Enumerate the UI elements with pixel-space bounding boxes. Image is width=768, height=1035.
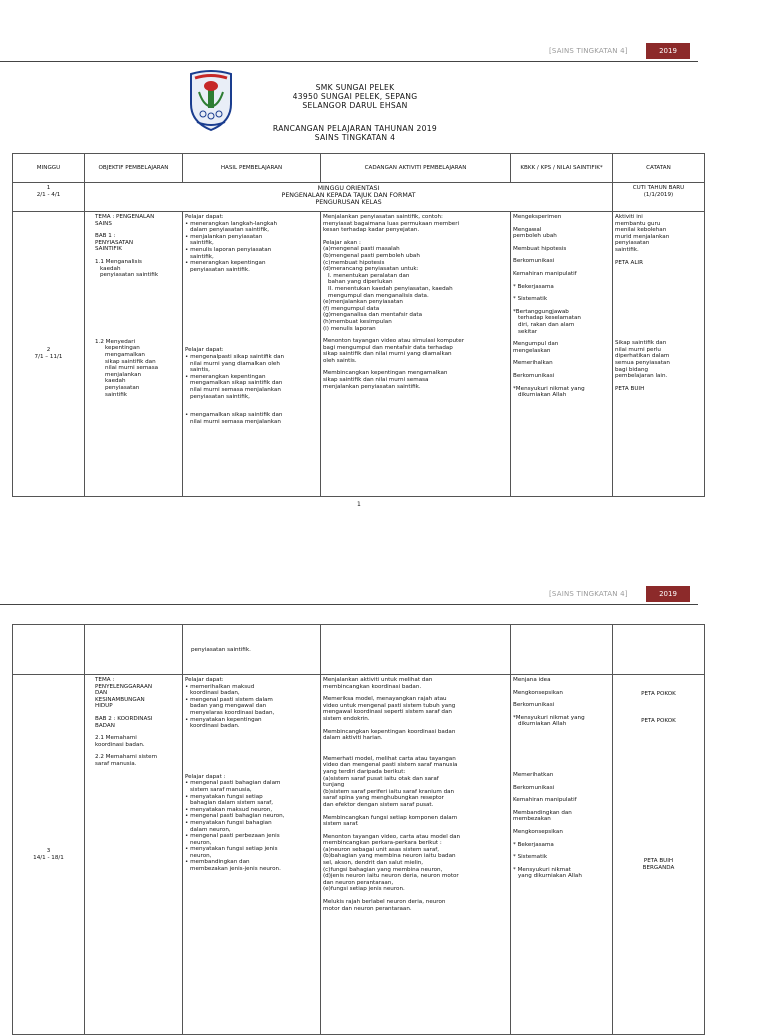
orientation-cell — [85, 183, 613, 212]
table-row — [13, 212, 705, 497]
outcome-line: menyelaras koordinasi badan, — [190, 709, 275, 716]
skill-item: dikurniakan Allah — [518, 392, 567, 399]
objective-item: koordinasi badan. — [95, 741, 145, 748]
activity-line: bagi mengumpul dan mentafsir data terhadap — [323, 344, 453, 351]
activity-cell — [321, 675, 511, 1035]
week-dates: 7/1 – 11/1 — [34, 354, 63, 360]
activity-line: II. menentukan kaedah penyiasatan, kaedah — [328, 285, 453, 292]
remark-line: saintifik. — [615, 246, 639, 253]
school-postcode-line: 43950 SUNGAI PELEK, SEPANG — [292, 92, 418, 102]
plan-subject: SAINS TINGKATAN 4 — [314, 133, 396, 143]
outcome-line: sistem saraf manusia, — [190, 786, 252, 793]
activity-line: Melukis rajah berlabel neuron deria, neuron — [323, 899, 446, 906]
school-address-block — [200, 83, 510, 111]
objective-item: kaedah — [105, 378, 126, 385]
activity-line: (i) menulis laporan — [323, 325, 376, 332]
week-cell — [13, 212, 85, 497]
skill-item: Mengawal — [513, 226, 542, 233]
plan-title: RANCANGAN PELAJARAN TAHUNAN 2019 — [272, 124, 438, 133]
outcome-line: koordinasi badan. — [190, 723, 240, 730]
outcome-line: • mengamalkan sikap saintifik dan — [185, 412, 283, 419]
table-row — [13, 625, 705, 675]
outcome-line: • mengenal pasti sistem dalam — [185, 696, 273, 703]
activity-line: yang terdiri daripada berikut: — [323, 768, 406, 775]
activity-line: menjalankan penyiasatan saintifik. — [323, 383, 421, 390]
school-name: SMK SUNGAI PELEK — [315, 83, 395, 92]
outcome-line: • menerangkan langkah-langkah — [185, 220, 278, 227]
thinking-map-label: PETA POKOK — [641, 691, 676, 697]
header-year-badge: 2019 — [646, 586, 690, 602]
outcome-line: Pelajar dapat: — [185, 677, 224, 683]
col-header-cadangan: CADANGAN AKTIVITI PEMBELAJARAN — [321, 154, 511, 183]
activity-line: (a)mengenal pasti masalah — [323, 246, 400, 253]
activity-line: (e)fungsi setiap jenis neuron. — [323, 886, 405, 893]
outcome-cell — [183, 675, 321, 1035]
chapter-label: BAB 1 : — [95, 233, 116, 240]
outcome-line: nilai murni yang diamalkan oleh — [190, 360, 280, 367]
activity-line: menyiasat bagaimana luas permukaan memberi — [323, 220, 460, 227]
activity-line: I. menentukan peralatan dan — [328, 272, 410, 279]
skill-item: * Mensyukuri nikmat — [513, 866, 571, 873]
skill-item: Membuat hipotesis — [513, 245, 567, 252]
orientation-line3: PENGURUSAN KELAS — [315, 199, 382, 207]
outcome-line: • mengenal pasti bahagian dalam — [185, 780, 281, 787]
activity-line: Memerhati model, melihat carta atau tayangan — [323, 755, 456, 762]
objective-cell — [85, 212, 183, 497]
activity-line: (b)sistem saraf periferi iaitu saraf kranium dan — [323, 788, 455, 795]
skill-item: Kemahiran manipulatif — [513, 270, 577, 277]
remark-line: semua penyiasatan — [615, 359, 670, 366]
activity-line: (b)bahagian yang membina neuron iaitu badan — [323, 853, 456, 860]
remarks-cell — [613, 625, 705, 675]
outcome-line: • menjalankan penyiasatan — [185, 233, 263, 240]
outcome-line: • menerangkan kepentingan — [185, 373, 266, 380]
remarks-cell — [613, 212, 705, 497]
skill-item: mengelaskan — [513, 347, 551, 354]
skill-item: * Sistematik — [513, 854, 548, 861]
outcome-line: membezakan jenis-jenis neuron. — [190, 866, 281, 873]
outcome-line: saintifik, — [190, 240, 214, 247]
table-row — [13, 675, 705, 1035]
chapter-label: BADAN — [95, 722, 115, 729]
remark-line: penyiasatan — [615, 240, 650, 247]
outcome-line: • mengenal pasti perbezaan jenis — [185, 833, 280, 840]
note-holiday-date: (1/1/2019) — [643, 191, 674, 198]
objective-item: 1.2 Menyedari — [95, 338, 136, 345]
header-tag: [SAINS TINGKATAN 4] — [549, 590, 628, 598]
skill-item: diri, rakan dan alam — [518, 321, 575, 328]
skill-item: Mengkonsepsikan — [513, 828, 563, 835]
skill-item: Memerihatkan — [513, 771, 554, 778]
chapter-label: BAB 2 : KOORDINASI — [95, 715, 153, 722]
outcome-line: • membandingkan dan — [185, 859, 250, 866]
outcome-line: saintis, — [190, 367, 210, 374]
activity-line: Membincangkan fungsi setiap komponen dalam — [323, 814, 458, 821]
week-number: 3 — [46, 847, 51, 854]
objective-item: kepentingan — [105, 345, 140, 352]
activity-line: (a)neuron sebagai unit asas sistem saraf, — [323, 846, 440, 853]
activity-line: (c)membuat hipotesis — [323, 259, 385, 266]
activity-line: sistem saraf. — [323, 821, 359, 828]
activity-cell — [321, 625, 511, 675]
activity-line: motor dan neuron perantaraan. — [323, 905, 412, 912]
objective-item: 1.1 Menganalisis — [95, 258, 142, 265]
note-holiday: CUTI TAHUN BARU — [632, 185, 685, 191]
header-rule — [0, 604, 698, 605]
activity-line: Menonton tayangan video atau simulasi komputer — [323, 338, 464, 345]
table-header-row — [13, 154, 705, 183]
activity-line: Pelajar akan : — [323, 239, 361, 246]
skill-item: Membandingkan dan — [513, 809, 572, 816]
activity-line: video dan mengenal pasti sistem saraf manusia — [323, 762, 458, 769]
skill-item: dikurniakan Allah — [518, 721, 567, 728]
activity-line: sel, akson, dendrit dan salut mielin, — [323, 860, 424, 867]
objective-item: penyiasatan — [105, 384, 140, 391]
week-dates: 14/1 - 18/1 — [33, 854, 64, 861]
objective-item: penyiasatan saintifik — [100, 272, 159, 279]
activity-line: dalam aktiviti harian. — [323, 735, 383, 742]
outcome-line: Pelajar dapat: — [185, 347, 224, 354]
skill-item: Berkomunikasi — [513, 372, 555, 379]
remark-line: pembelajaran lain. — [615, 373, 668, 380]
theme-label: TEMA : — [95, 677, 115, 683]
outcome-line: neuron, — [190, 852, 212, 859]
outcome-line: • memerihalkan maksud — [185, 683, 255, 690]
skills-cell — [511, 212, 613, 497]
skill-item: *Mensyukuri nikmat yang — [513, 714, 585, 721]
outcome-cell — [183, 212, 321, 497]
activity-line: membincangkan koordinasi badan. — [323, 683, 422, 690]
remark-line: bagi bidang — [615, 366, 649, 373]
outcome-line: • menerangkan kepentingan — [185, 260, 266, 267]
objective-item: kaedah — [100, 265, 121, 272]
objective-item: menjalankan — [105, 371, 142, 378]
lesson-plan-table-page1 — [12, 153, 705, 497]
week-cell — [13, 625, 85, 675]
remark-line: membantu guru — [615, 220, 661, 227]
outcome-line: penyiasatan saintifik, — [190, 393, 250, 400]
objective-item: nilai murni semasa — [105, 365, 159, 372]
activity-line: (f) mengumpul data — [323, 305, 380, 312]
outcome-line: Pelajar dapat: — [185, 214, 224, 220]
outcome-line: • mengenal pasti bahagian neuron, — [185, 813, 285, 820]
outcome-line: neuron, — [190, 839, 212, 846]
activity-line: (h)membuat kesimpulan — [323, 318, 392, 325]
skills-cell — [511, 625, 613, 675]
theme-label: HIDUP — [95, 703, 113, 710]
skill-item: Berkomunikasi — [513, 784, 555, 791]
activity-line: sikap saintifik dan nilai murni semasa — [323, 377, 429, 384]
objective-item: 2.2 Memahami sistem — [95, 754, 158, 761]
skills-cell — [511, 675, 613, 1035]
activity-cell — [321, 212, 511, 497]
col-header-objektif: OBJEKTIF PEMBELAJARAN — [85, 154, 183, 183]
activity-line: tunjang — [323, 782, 345, 789]
activity-line: (c)fungsi bahagian yang membina neuron, — [323, 866, 443, 873]
skill-item: Mengumpul dan — [513, 341, 559, 348]
activity-line: mengumpul dan menganalisis data. — [328, 292, 429, 299]
skill-item: yang dikurniakan Allah — [518, 873, 582, 880]
remarks-cell — [613, 675, 705, 1035]
remark-line: Sikap saintifik dan — [615, 340, 667, 347]
remark-line: Aktiviti ini — [615, 214, 643, 220]
theme-label: DAN — [95, 690, 108, 697]
skill-item: Mengeksperimen — [513, 214, 562, 220]
objective-item: sikap saintifik dan — [105, 358, 156, 365]
objective-item: mengamalkan — [105, 351, 145, 358]
week-number: 2 — [46, 347, 51, 354]
outcome-line: • menyatakan fungsi bahagian — [185, 819, 272, 826]
objective-item: saraf manusia. — [95, 760, 137, 767]
header-year-badge: 2019 — [646, 43, 690, 59]
outcome-line: Pelajar dapat : — [185, 773, 226, 780]
skill-item: Mengkonsepsikan — [513, 689, 563, 696]
week-cell — [13, 675, 85, 1035]
activity-line: (d)merancang penyiasatan untuk: — [323, 266, 419, 273]
orientation-title: MINGGU ORIENTASI — [317, 185, 380, 192]
objective-item: 2.1 Memahami — [95, 735, 137, 742]
activity-line: video untuk mengenal pasti sistem tubuh yang — [323, 702, 456, 709]
activity-line: Menjalankan penyiasatan saintifik, contoh: — [323, 214, 443, 220]
outcome-line: nilai murni semasa menjalankan — [190, 418, 281, 425]
skill-item: Berkomunikasi — [513, 702, 555, 709]
outcome-line: dalam penyiasatan saintifik, — [190, 227, 270, 234]
outcome-line: dalam neuron, — [190, 826, 231, 833]
activity-line: Menjalankan aktiviti untuk melihat dan — [323, 677, 433, 683]
activity-line: (b)mengenal pasti pemboleh ubah — [323, 252, 420, 259]
skill-item: membezakan — [513, 816, 551, 823]
outcome-line: koordinasi badan, — [190, 690, 240, 697]
activity-line: Memeriksa model, menayangkan rajah atau — [323, 696, 447, 703]
activity-line: dan efektor dengan sistem saraf pusat. — [323, 801, 434, 808]
objective-cell — [85, 625, 183, 675]
remark-line: diperhatikan dalam — [615, 353, 670, 360]
skill-item: terhadap keselamatan — [518, 315, 581, 322]
outcome-line: penyiasatan saintifik. — [190, 266, 250, 273]
week-cell — [13, 183, 85, 212]
outcome-line: • menyatakan fungsi setiap jenis — [185, 846, 278, 853]
activity-line: Menonton tayangan video, carta atau model dan — [323, 833, 461, 840]
activity-line: (d)jenis neuron iaitu neuron deria, neuron motor — [323, 873, 459, 880]
skill-item: pemboleh ubah — [513, 233, 557, 240]
col-header-catatan: CATATAN — [613, 154, 705, 183]
skill-item: Kemahiran manipulatif — [513, 797, 577, 804]
skill-item: *Bertanggungjawab — [513, 308, 569, 315]
activity-line: oleh saintis. — [323, 357, 357, 364]
remark-line: murid menjalankan — [615, 233, 670, 240]
theme-label: PENYELENGGARAAN — [95, 683, 153, 690]
outcome-line: • menyatakan maksud neuron, — [185, 806, 273, 813]
activity-line: sikap saintifik dan nilai murni yang diamalkan — [323, 351, 452, 358]
theme-label: SAINS — [95, 220, 112, 227]
thinking-map-label: BERGANDA — [642, 864, 675, 871]
activity-line: (a)sistem saraf pusat iaitu otak dan saraf — [323, 775, 439, 782]
col-header-kbkk: KBKK / KPS / NILAI SAINTIFIK* — [511, 154, 613, 183]
activity-line: (e)menjalankan penyiasatan — [323, 299, 403, 306]
thinking-map-label: PETA ALIR — [615, 259, 643, 266]
activity-line: kesan terhadap kadar penyejatan. — [323, 227, 420, 234]
thinking-map-label: PETA BUIH — [643, 858, 674, 865]
school-state-line: SELANGOR DARUL EHSAN — [302, 101, 408, 111]
outcome-line: nilai murni semasa menjalankan — [190, 386, 281, 393]
note-cell — [613, 183, 705, 212]
remark-line: menilai kebolehan — [615, 227, 667, 234]
outcome-line: • menulis laporan penyiasatan — [185, 246, 272, 253]
skill-item: * Bekerjasama — [513, 841, 554, 848]
orientation-line2: PENGENALAN KEPADA TAJUK DAN FORMAT — [281, 192, 416, 200]
thinking-map-label: PETA BUIH — [615, 385, 645, 392]
activity-line: sistem endokrin. — [323, 715, 370, 722]
skill-item: Memerihalkan — [513, 360, 553, 367]
activity-line: dan neuron perantaraan, — [323, 879, 394, 886]
activity-line: Membincangkan kepentingan mengamalkan — [323, 370, 448, 377]
outcome-line: • menyatakan fungsi setiap — [185, 793, 263, 800]
page-number: 1 — [357, 501, 361, 508]
skill-item: * Sistematik — [513, 296, 548, 303]
theme-label: TEMA : PENGENALAN — [95, 214, 155, 220]
week-dates: 2/1 - 4/1 — [36, 191, 61, 198]
skill-item: * Bekerjasama — [513, 283, 554, 290]
outcome-line: bahagian dalam sistem saraf, — [190, 800, 274, 807]
header-rule — [0, 61, 698, 62]
chapter-label: SAINTIFIK — [95, 246, 122, 253]
objective-cell — [85, 675, 183, 1035]
outcome-line: saintifik, — [190, 253, 214, 260]
activity-line: membincangkan perkara-perkara berikut : — [323, 840, 442, 847]
activity-line: saraf spina yang menghubungkan reseptor — [323, 795, 444, 802]
skill-item: Menjana idea — [513, 677, 551, 683]
col-header-hasil: HASIL PEMBELAJARAN — [183, 154, 321, 183]
activity-line: Membincangkan kepentingan koordinasi badan — [323, 728, 456, 735]
outcome-line: badan yang mengawal dan — [190, 703, 267, 710]
activity-line: bahan yang diperlukan — [328, 279, 393, 286]
objective-item: saintifik — [105, 391, 127, 398]
chapter-label: PENYIASATAN — [95, 239, 134, 246]
thinking-map-label: PETA POKOK — [641, 717, 676, 724]
week-number: 1 — [46, 185, 51, 191]
outcome-line: mengamalkan sikap saintifik dan — [190, 380, 283, 387]
theme-label: KESINAMBUNGAN — [95, 696, 145, 703]
activity-line: mengawal koordinasi seperti sistem saraf dan — [323, 709, 452, 716]
skill-item: *Mensyukuri nikmat yang — [513, 385, 585, 392]
skill-item: sekitar — [518, 328, 538, 335]
outcome-line: • mengenalpasti sikap saintifik dan — [185, 353, 285, 360]
col-header-minggu: MINGGU — [13, 154, 85, 183]
outcome-line: penyiasatan saintifik. — [191, 647, 251, 653]
activity-line: (g)menganalisa dan mentafsir data — [323, 312, 423, 319]
plan-title-block — [200, 124, 510, 142]
table-row — [13, 183, 705, 212]
remark-line: nilai murni perlu — [615, 346, 661, 353]
skill-item: Berkomunikasi — [513, 258, 555, 265]
outcome-cell — [183, 625, 321, 675]
lesson-plan-table-page2 — [12, 624, 705, 1035]
header-tag: [SAINS TINGKATAN 4] — [549, 47, 628, 55]
outcome-line: • menyatakan kepentingan — [185, 716, 262, 723]
